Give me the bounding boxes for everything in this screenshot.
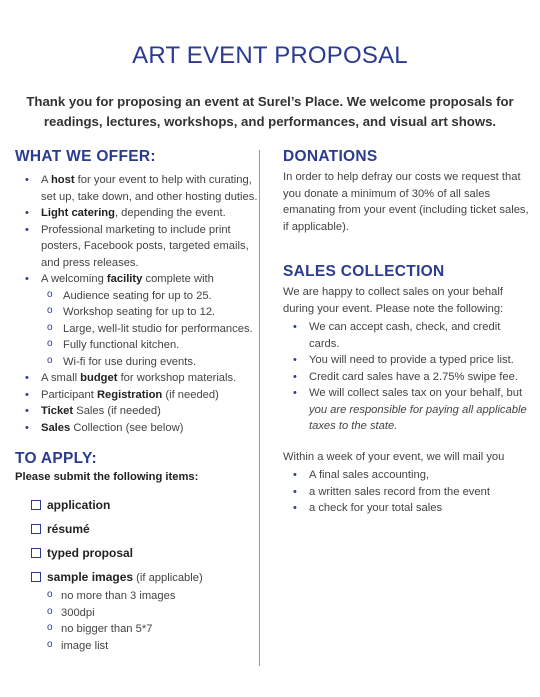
list-item: • Sales Collection (see below): [15, 420, 260, 437]
sub-list-item: o Fully functional kitchen.: [15, 337, 260, 354]
list-item: • A host for your event to help with curating, set up, take down, and other hosting duties.: [15, 172, 260, 205]
checkbox-icon: [31, 500, 41, 510]
page-title: ART EVENT PROPOSAL: [132, 42, 408, 69]
sales-intro: We are happy to collect sales on your behalf during your event. Please note the following:: [283, 286, 504, 315]
facility-sublist: [15, 288, 260, 371]
apply-heading: TO APPLY:: [15, 450, 97, 467]
list-item: • a written sales record from the event: [283, 484, 533, 501]
list-item: • We can accept cash, check, and credit cards.: [283, 319, 533, 352]
checkbox-icon: [31, 524, 41, 534]
checkbox-icon: [31, 548, 41, 558]
offer-heading: WHAT WE OFFER:: [15, 148, 156, 165]
sub-list-item: o no more than 3 images: [15, 588, 260, 605]
donations-heading: DONATIONS: [283, 148, 378, 165]
sub-list-item: o image list: [15, 638, 260, 655]
list-item: • Participant Registration (if needed): [15, 387, 260, 404]
list-item: • You will need to provide a typed price list.: [283, 352, 533, 369]
offer-list: [15, 172, 260, 436]
sub-list-item: o Workshop seating for up to 12.: [15, 304, 260, 321]
mail-intro: Within a week of your event, we will mail you: [283, 450, 505, 463]
images-sublist: [47, 588, 260, 654]
mail-list: [283, 467, 533, 517]
sub-list-item: o Audience seating for up to 25.: [15, 288, 260, 305]
donations-text: In order to help defray our costs we request that you donate a minimum of 30% of all sales emanating from your event (including ticket sales, if applicable).: [283, 171, 529, 233]
sub-list-item: o 300dpi: [15, 605, 260, 622]
right-column: [283, 148, 533, 517]
checklist-item: sample images (if applicable) o no more than 3 images o 300dpi o no bigger than 5*7 o image list: [15, 569, 260, 654]
list-item: • Light catering, depending the event.: [15, 205, 260, 222]
checklist-item: typed proposal: [15, 545, 260, 561]
checklist-item: application: [15, 497, 260, 513]
list-item: • Ticket Sales (if needed): [15, 403, 260, 420]
apply-checklist: [15, 497, 260, 654]
checkbox-icon: [31, 572, 41, 582]
list-item: • A welcoming facility complete with o Audience seating for up to 25. o Workshop seating for up to 12. o Large, well-lit studio for performances. o Fully functional kitchen. o Wi-fi for use during events.: [15, 271, 260, 370]
apply-subheading: Please submit the following items:: [15, 471, 199, 483]
sales-heading: SALES COLLECTION: [283, 263, 445, 280]
sub-list-item: o Wi-fi for use during events.: [15, 354, 260, 371]
list-item: • Professional marketing to include print posters, Facebook posts, targeted emails, and press releases.: [15, 222, 260, 272]
sub-list-item: o no bigger than 5*7: [15, 621, 260, 638]
sales-list: [283, 319, 533, 435]
left-column: [15, 148, 260, 662]
list-item: • Credit card sales have a 2.75% swipe fee.: [283, 369, 533, 386]
list-item: • A small budget for workshop materials.: [15, 370, 260, 387]
list-item: • A final sales accounting,: [283, 467, 533, 484]
list-item: • a check for your total sales: [283, 500, 533, 517]
sub-list-item: o Large, well-lit studio for performances.: [15, 321, 260, 338]
list-item: • We will collect sales tax on your behalf, but you are responsible for paying all applicable taxes to the state.: [283, 385, 533, 435]
intro-text: Thank you for proposing an event at Surel’s Place. We welcome proposals for readings, lectures, workshops, and performances, and visual art shows.: [26, 94, 514, 129]
checklist-item: résumé: [15, 521, 260, 537]
